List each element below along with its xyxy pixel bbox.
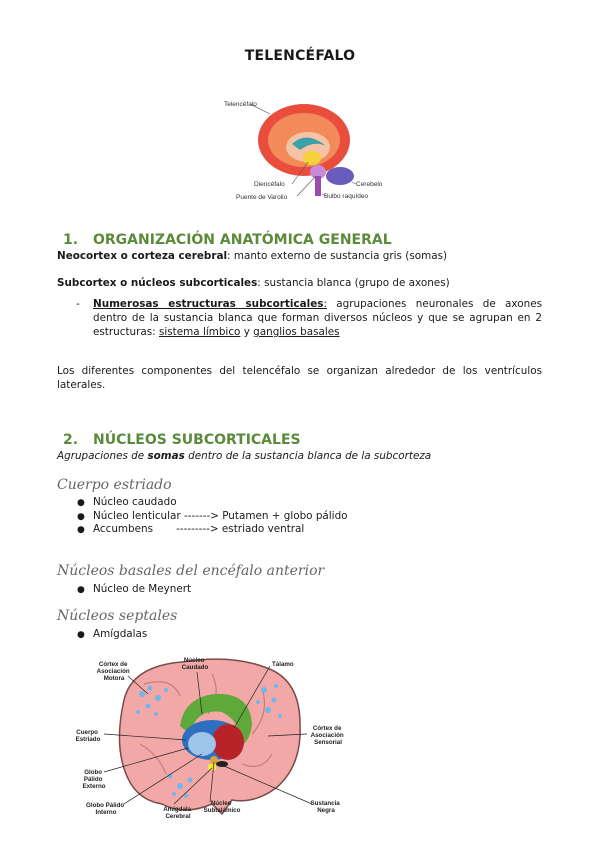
section-2-title: NÚCLEOS SUBCORTICALES bbox=[93, 432, 301, 448]
link-ganglios-basales[interactable]: ganglios basales bbox=[253, 326, 340, 338]
label-globo-externo-1: Globo bbox=[84, 769, 103, 776]
label-cortex-sensorial-3: Sensorial bbox=[314, 739, 342, 746]
cerebellum-shape bbox=[326, 167, 354, 185]
label-globo-interno-1: Globo Pálido bbox=[86, 802, 125, 809]
neocortex-line: Neocortex o corteza cerebral: manto externo de sustancia gris (somas) bbox=[57, 250, 448, 262]
label-cortex-motora-1: Córtex de bbox=[98, 661, 128, 668]
thalamus-shape bbox=[212, 724, 244, 760]
substantia-nigra bbox=[216, 761, 228, 767]
brain-sagittal-figure bbox=[222, 92, 392, 206]
label-nucleo-caudado-2: Caudado bbox=[181, 664, 209, 671]
label-subtalamico-2: Subtalámico bbox=[203, 807, 241, 814]
label-telencefalo: Telencéfalo bbox=[224, 101, 257, 108]
section-2-description: Agrupaciones de somas dentro de la sustancia blanca de la subcorteza bbox=[57, 450, 432, 462]
septales-heading: Núcleos septales bbox=[57, 608, 178, 624]
svg-text:Córtex de Asociación S bbox=[311, 725, 346, 746]
basales-anterior-heading: Núcleos basales del encéfalo anterior bbox=[57, 563, 325, 579]
label-cuerpo-estriado-1: Cuerpo bbox=[76, 729, 98, 736]
septales-item-1: ● Amígdalas bbox=[77, 628, 148, 640]
label-cuerpo-estriado-2: Estriado bbox=[75, 736, 101, 743]
label-globo-interno-2: Interno bbox=[95, 809, 117, 816]
basales-item-1: ● Núcleo de Meynert bbox=[77, 583, 192, 595]
diencephalon-shape bbox=[303, 151, 321, 165]
label-cortex-sensorial-1: Córtex de bbox=[312, 725, 342, 732]
estriado-item-2: ● Núcleo lenticular -------> Putamen + globo pálido bbox=[77, 510, 348, 522]
ventriculos-paragraph: Los diferentes componentes del telencéfalo se organizan alrededor de los ventrículos laterales. bbox=[57, 365, 542, 391]
cuerpo-estriado-heading: Cuerpo estriado bbox=[57, 477, 172, 493]
label-cortex-sensorial-2: Asociación bbox=[310, 732, 344, 739]
label-sustancia-negra-1: Sustancia bbox=[310, 800, 340, 807]
basal-ganglia-figure bbox=[62, 654, 360, 824]
label-diencefalo: Diencéfalo bbox=[254, 181, 285, 188]
dash-bullet: - bbox=[76, 298, 80, 310]
label-amigdala-1: Amígdala bbox=[163, 806, 192, 813]
svg-text:Cuerpo Estriado bbox=[76, 729, 101, 743]
estriado-item-1: ● Núcleo caudado bbox=[77, 496, 177, 508]
label-globo-externo-3: Externo bbox=[82, 783, 106, 790]
estriado-item-3: ● Accumbens ---------> estriado ventral bbox=[77, 523, 305, 535]
label-globo-externo-2: Pálido bbox=[83, 776, 103, 783]
label-talamo: Tálamo bbox=[272, 661, 294, 668]
medulla-shape bbox=[315, 176, 321, 196]
section-2-number: 2. bbox=[63, 432, 79, 448]
estructuras-paragraph: Numerosas estructuras subcorticales: agrupaciones neuronales de axones dentro de la sustancia blanca que forman diversos núcleos y que se agrupan en 2 estructuras: sistema límbico y ganglios basales bbox=[93, 298, 542, 338]
svg-text:Globo Pálido Externo bbox=[82, 769, 105, 790]
section-1-heading bbox=[63, 232, 392, 248]
section-1-number: 1. bbox=[63, 232, 79, 248]
label-subtalamico-1: Núcleo bbox=[210, 800, 232, 807]
amygdala-shape bbox=[208, 764, 216, 770]
label-cerebelo: Cerebelo bbox=[356, 181, 383, 188]
section-2-heading bbox=[63, 432, 301, 448]
section-1-title: ORGANIZACIÓN ANATÓMICA GENERAL bbox=[93, 232, 392, 248]
svg-text:Núcleo Caudado bbox=[182, 657, 209, 671]
link-sistema-limbico[interactable]: sistema límbico bbox=[158, 326, 241, 338]
label-amigdala-2: Cerebral bbox=[165, 813, 191, 820]
label-sustancia-negra-2: Negra bbox=[317, 807, 335, 814]
label-puente: Puente de Varolio bbox=[236, 194, 288, 201]
svg-text:Amígdala Cerebral bbox=[163, 806, 193, 820]
label-bulbo: Bulbo raquídeo bbox=[324, 193, 369, 200]
label-nucleo-caudado-1: Núcleo bbox=[183, 657, 205, 664]
page-title: TELENCÉFALO bbox=[244, 48, 356, 64]
label-cortex-motora-2: Asociación bbox=[96, 668, 130, 675]
label-cortex-motora-3: Motora bbox=[103, 675, 125, 682]
subcortex-line: Subcortex o núcleos subcorticales: sustancia blanca (grupo de axones) bbox=[57, 277, 450, 289]
